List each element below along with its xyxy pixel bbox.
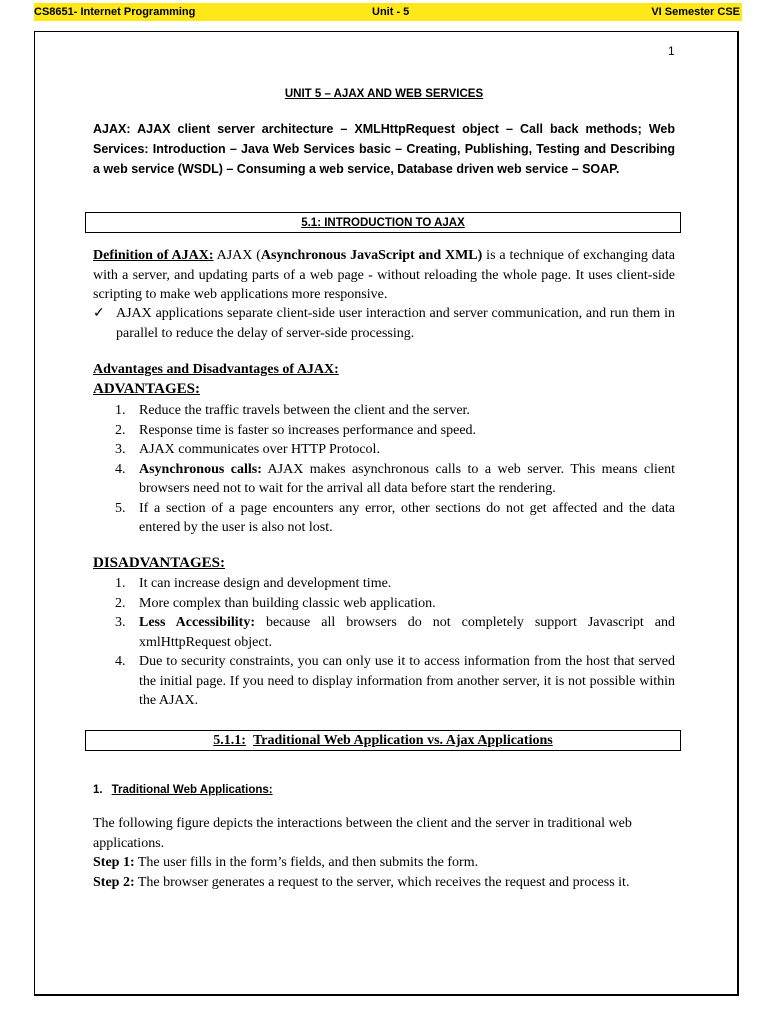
- header-unit: Unit - 5: [372, 6, 410, 18]
- definition-pre: AJAX (: [213, 248, 261, 263]
- section-heading-comparison: [85, 730, 681, 751]
- definition-paragraph: [93, 246, 675, 305]
- list-item-number: 2.: [115, 595, 126, 611]
- list-item: [93, 594, 675, 614]
- list-item-text: Due to security constraints, you can only use it to access information from the host that served the initial page. If you need to display information from another server, it is not possible within the AJAX.: [139, 654, 675, 708]
- list-item: [93, 574, 675, 594]
- list-item-text: It can increase design and development time.: [139, 576, 392, 591]
- disadvantages-heading: DISADVANTAGES:: [93, 555, 225, 571]
- check-mark-icon: ✓: [93, 306, 105, 321]
- list-item-number: 3.: [115, 615, 126, 630]
- adv-dis-heading: Advantages and Disadvantages of AJAX:: [93, 362, 339, 377]
- list-item-text: Response time is faster so increases performance and speed.: [139, 422, 477, 438]
- list-item: [93, 440, 675, 460]
- step-1-label: Step 1:: [93, 855, 135, 870]
- list-item: [93, 460, 675, 499]
- intro-paragraph: The following figure depicts the interactions between the client and the server in traditional web applications.: [93, 816, 632, 851]
- list-item-text: Reduce the traffic travels between the client and the server.: [139, 403, 470, 418]
- section-title: 5.1: INTRODUCTION TO AJAX: [301, 217, 465, 229]
- list-item-text: AJAX communicates over HTTP Protocol.: [139, 442, 380, 457]
- list-item-text: More complex than building classic web application.: [139, 595, 436, 611]
- disadvantages-list: [93, 574, 675, 711]
- advantages-heading: ADVANTAGES:: [93, 381, 200, 397]
- section-title: Traditional Web Application vs. Ajax Applications: [252, 733, 553, 748]
- list-item-number: 5.: [115, 500, 126, 516]
- subsection-number: 1.: [93, 784, 103, 796]
- step-1-text: The user fills in the form’s fields, and then submits the form.: [134, 855, 479, 870]
- page-number: 1: [668, 44, 675, 58]
- list-item: [93, 421, 675, 441]
- check-bullet: [93, 304, 675, 343]
- header-semester: VI Semester CSE: [651, 6, 740, 18]
- list-item-number: 3.: [115, 442, 126, 457]
- list-item-text: AJAX makes asynchronous calls to a web server. This means client browsers need not to wait for the arrival all data before start the rendering.: [139, 461, 675, 496]
- subsection-heading: [93, 784, 273, 796]
- list-item-number: 2.: [115, 422, 126, 438]
- syllabus-text: AJAX: AJAX client server architecture – XMLHttpRequest object – Call back methods; Web Services: Introduction – Java Web Services basic – Creating, Publishing, Testing and Describing a web service (WSDL) – Consuming a web service, Database driven web service – SOAP.: [93, 122, 675, 176]
- section-heading-intro: [85, 212, 681, 233]
- header-course: CS8651- Internet Programming: [34, 6, 196, 18]
- step-2-label: Step 2:: [93, 874, 135, 890]
- list-item-number: 1.: [115, 403, 126, 418]
- step-2-text: The browser generates a request to the server, which receives the request and process it.: [134, 874, 630, 890]
- section-prefix: 5.1.1:: [213, 733, 246, 748]
- subsection-label: Traditional Web Applications:: [111, 784, 273, 796]
- list-item-bold: Asynchronous calls:: [139, 461, 262, 477]
- check-bullet-text: AJAX applications separate client-side user interaction and server communication, and run them in parallel to reduce the delay of server-side processing.: [116, 306, 675, 341]
- list-item: [93, 613, 675, 652]
- list-item-bold: Less Accessibility:: [139, 615, 255, 630]
- step-2: [93, 873, 675, 893]
- definition-label: Definition of AJAX:: [93, 248, 214, 263]
- definition-body: is a technique of exchanging data with a server, and updating parts of a web page - without reloading the whole page. It uses client-side scripting to make web applications more responsive.: [93, 248, 676, 302]
- list-item: [93, 652, 675, 711]
- list-item-number: 4.: [115, 654, 126, 669]
- list-item-text: If a section of a page encounters any error, other sections do not get affected and the data entered by the user is also not lost.: [139, 500, 675, 535]
- unit-title: UNIT 5 – AJAX AND WEB SERVICES: [284, 88, 484, 100]
- list-item: [93, 499, 675, 538]
- list-item-number: 1.: [115, 576, 126, 591]
- advantages-list: [93, 401, 675, 538]
- running-header: [34, 3, 742, 21]
- list-item-text: because all browsers do not completely support Javascript and xmlHttpRequest object.: [139, 615, 675, 650]
- list-item-number: 4.: [115, 461, 126, 477]
- list-item: [93, 401, 675, 421]
- body-text: [93, 814, 675, 892]
- step-1: [93, 853, 675, 873]
- definition-bold: Asynchronous JavaScript and XML): [260, 248, 483, 263]
